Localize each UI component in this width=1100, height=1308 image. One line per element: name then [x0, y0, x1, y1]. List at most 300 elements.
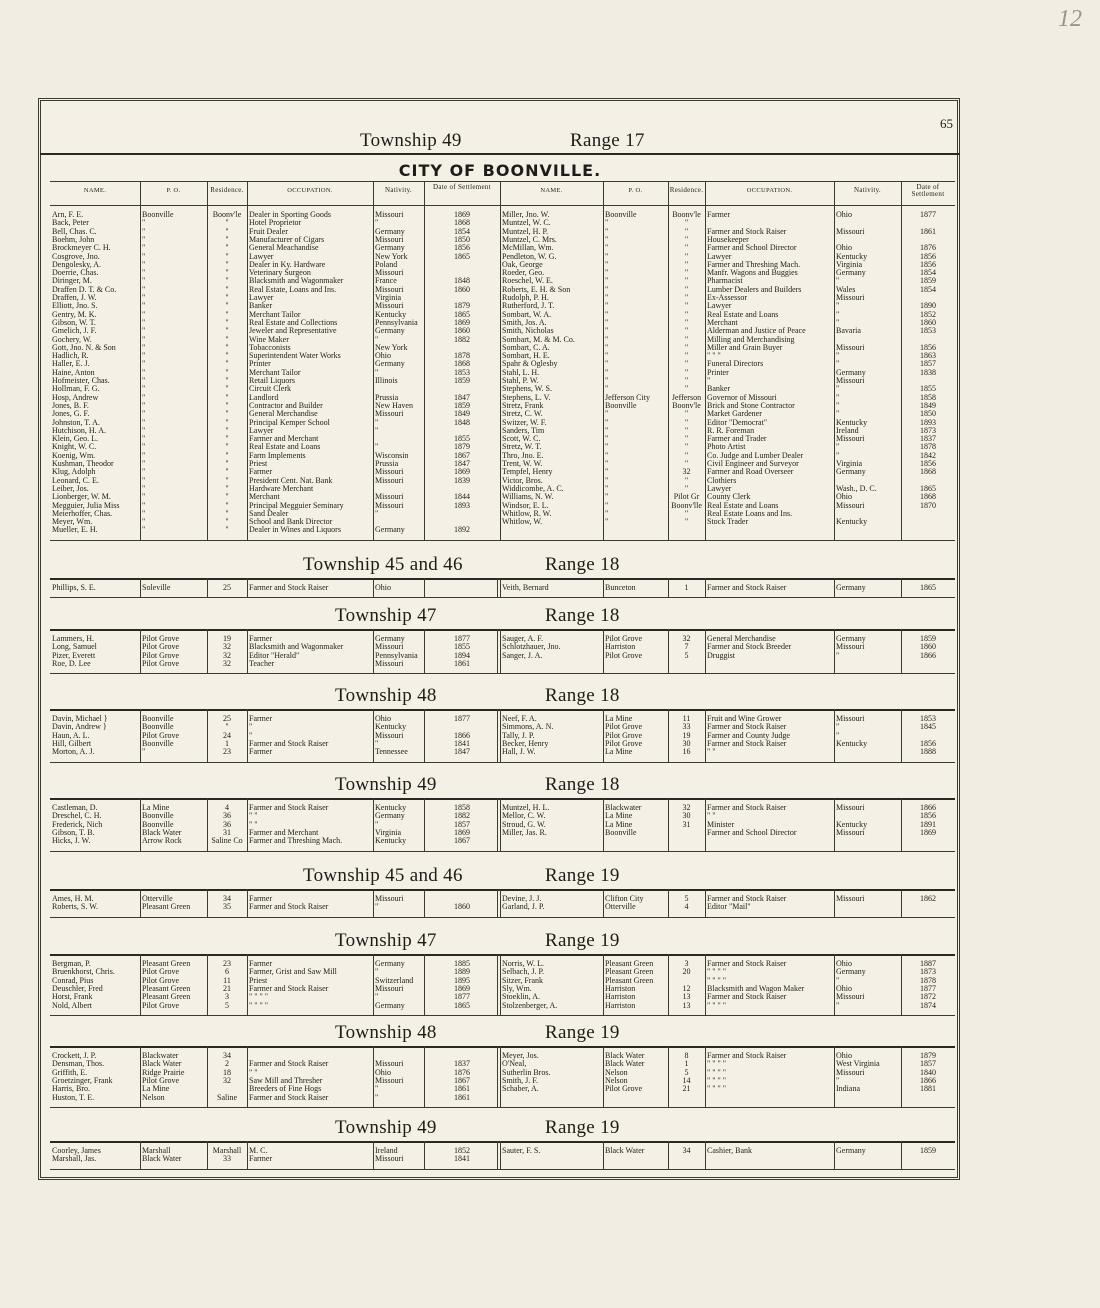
table-cell: " — [225, 343, 229, 352]
table-cell: 1854 — [920, 285, 936, 294]
table-cell: " — [605, 260, 609, 269]
table-cell: " — [684, 244, 689, 253]
table-cell: " — [836, 410, 840, 419]
table-cell: 11 — [682, 715, 691, 723]
table-cell: " — [225, 244, 229, 253]
table-cell: Pleasant Green — [605, 968, 654, 977]
table-cell: " — [684, 443, 689, 452]
table-cell: Whitlow, W. — [502, 518, 543, 527]
table-cell: Prussia — [375, 460, 399, 468]
table-cell: Missouri — [375, 501, 404, 510]
table-cell: 1893 — [920, 418, 936, 427]
table-cell: " — [225, 468, 229, 477]
table-cell: " " " " — [707, 1060, 727, 1069]
table-cell: " — [142, 385, 146, 394]
table-cell: Johnston, T. A. — [52, 418, 100, 427]
table-cell: Kentucky — [375, 837, 407, 846]
table-cell: Lawyer — [707, 484, 732, 493]
table-cell: Merchant Tailor — [249, 368, 301, 377]
table-cell: Virginia — [836, 260, 863, 269]
table-cell: Back, Peter — [52, 219, 89, 228]
table-cell: Marshall — [142, 1147, 171, 1155]
section-bottom-rule — [50, 762, 955, 763]
table-cell: West Virginia — [836, 1060, 880, 1069]
column-divider — [207, 889, 208, 917]
table-cell: New York — [375, 343, 408, 352]
table-cell: 1868 — [454, 360, 470, 369]
table-cell: Missouri — [375, 493, 404, 502]
table-cell: Pleasant Green — [605, 976, 654, 985]
table-cell: Roberts, E. H. & Son — [502, 285, 571, 294]
table-cell: Clifton City — [605, 895, 644, 903]
table-cell: Deuschler, Fred — [52, 984, 103, 993]
table-cell: " — [605, 476, 609, 485]
table-cell: " — [142, 377, 146, 385]
table-cell: Farmer and Stock Raiser — [707, 723, 787, 732]
table-cell: Pleasant Green — [605, 960, 654, 968]
table-cell: Missouri — [836, 343, 865, 352]
table-cell: " — [605, 518, 609, 527]
table-cell: " — [225, 401, 229, 410]
table-cell: 4 — [225, 804, 229, 812]
table-cell: Missouri — [836, 643, 865, 652]
table-cell: Williams, N. W. — [502, 493, 554, 502]
table-cell: 1848 — [454, 277, 470, 286]
table-cell: Muntzel, H. L. — [502, 804, 550, 812]
table-cell: Black Water — [142, 1060, 182, 1069]
section-bottom-rule — [50, 851, 955, 852]
column-divider — [207, 1046, 208, 1107]
table-cell: " — [142, 368, 146, 377]
table-cell: Hosp, Andrew — [52, 393, 99, 402]
table-cell: 1885 — [454, 960, 470, 968]
table-cell: 1 — [684, 584, 689, 592]
table-cell: 34 — [682, 1147, 691, 1155]
table-cell: 1856 — [920, 252, 936, 261]
table-cell: Arrow Rock — [142, 837, 182, 846]
table-cell: La Mine — [142, 1085, 170, 1094]
table-cell: Sutherlin Bros. — [502, 1068, 551, 1077]
table-cell: Clothiers — [707, 476, 737, 485]
table-cell: Jefferson — [671, 393, 702, 402]
table-cell: 36 — [223, 812, 231, 821]
table-cell: Germany — [375, 227, 405, 236]
table-cell: Missouri — [375, 285, 404, 294]
table-cell: Horst, Frank — [52, 993, 93, 1002]
table-cell: 32 — [223, 1076, 231, 1085]
table-cell: Missouri — [836, 227, 865, 236]
table-cell: " — [142, 269, 146, 278]
column-divider — [424, 1046, 425, 1107]
table-cell: Nelson — [142, 1093, 165, 1102]
table-cell: 1873 — [920, 968, 936, 977]
table-cell: Crockett, J. P. — [52, 1052, 97, 1060]
table-cell: 1856 — [920, 739, 936, 748]
table-cell: 1877 — [920, 211, 936, 219]
column-divider — [207, 1141, 208, 1169]
table-cell: " — [605, 235, 609, 244]
table-cell: Missouri — [836, 828, 865, 837]
column-divider — [705, 1141, 706, 1169]
table-cell: Indiana — [836, 1085, 860, 1094]
table-cell: 1847 — [454, 460, 470, 468]
table-cell: " " " " — [707, 1076, 727, 1085]
table-cell: Missouri — [836, 1068, 865, 1077]
table-cell: Kentucky — [836, 252, 868, 261]
column-divider — [603, 1046, 604, 1107]
table-cell: Lawyer — [249, 252, 274, 261]
table-cell: 1878 — [920, 976, 936, 985]
table-cell: " — [142, 418, 146, 427]
table-cell: 1895 — [454, 976, 470, 985]
table-cell: Banker — [707, 385, 731, 394]
table-cell: Boonville — [142, 739, 174, 748]
table-cell: " — [605, 310, 609, 319]
table-cell: Real Estate and Loans — [707, 310, 779, 319]
table-cell: " — [225, 393, 229, 402]
table-cell: 34 — [223, 895, 231, 903]
column-divider — [140, 181, 141, 540]
column-divider — [140, 1046, 141, 1107]
section-top-rule — [50, 629, 955, 631]
table-cell: Gochery, W. — [52, 335, 92, 344]
table-cell: Farmer and Stock Raiser — [707, 584, 787, 592]
column-divider — [834, 181, 835, 540]
column-divider — [705, 954, 706, 1015]
table-cell: Ireland — [836, 426, 859, 435]
table-cell: 7 — [684, 643, 689, 652]
table-cell: Ames, H. M. — [52, 895, 94, 903]
table-cell: Farmer and Stock Raiser — [707, 993, 787, 1002]
table-cell: Griffith, E. — [52, 1068, 88, 1077]
table-cell: Gmelich, J. F. — [52, 327, 97, 336]
table-cell: Missouri — [836, 993, 865, 1002]
section-range: Range 19 — [545, 865, 620, 886]
column-header: Date of Settlement — [433, 183, 491, 191]
table-cell: " — [684, 294, 689, 302]
table-cell: Veith, Bernard — [502, 584, 549, 592]
table-cell: Hardware Merchant — [249, 484, 314, 493]
table-cell: " — [605, 418, 609, 427]
center-divider — [500, 578, 501, 597]
table-cell: Missouri — [836, 501, 865, 510]
table-cell: 1860 — [920, 318, 936, 327]
table-cell: " — [142, 468, 146, 477]
table-cell: Hotel Proprietor — [249, 219, 302, 228]
table-cell: Pilot Grove — [142, 731, 180, 740]
table-cell: M. C. — [249, 1147, 268, 1155]
column-divider — [247, 629, 248, 673]
table-cell: " — [375, 1093, 379, 1102]
table-cell: Sauter, F. S. — [502, 1147, 541, 1155]
table-cell: " — [684, 285, 689, 294]
table-cell: Pilot Grove — [605, 635, 643, 643]
table-cell: " " " " — [707, 1085, 727, 1094]
column-divider — [603, 798, 604, 851]
table-cell: 21 — [682, 1085, 691, 1094]
column-divider — [705, 798, 706, 851]
table-cell: Boonv'le — [212, 211, 242, 219]
table-cell: New York — [375, 252, 408, 261]
table-cell: " — [142, 410, 146, 419]
column-divider — [668, 181, 669, 540]
table-cell: " — [684, 343, 689, 352]
column-divider — [603, 889, 604, 917]
center-divider — [500, 954, 501, 1015]
column-divider — [140, 954, 141, 1015]
column-divider — [901, 798, 902, 851]
table-cell: Muntzel, C. Mrs. — [502, 235, 557, 244]
table-cell: " — [605, 443, 609, 452]
table-cell: Lawyer — [707, 302, 732, 311]
table-cell: " — [225, 509, 229, 518]
table-cell: Koenig, Wm. — [52, 451, 96, 460]
table-cell: Pennsylvania — [375, 651, 418, 660]
table-cell: 1860 — [454, 327, 470, 336]
table-cell: Lionberger, W. M. — [52, 493, 111, 502]
table-cell: " — [142, 476, 146, 485]
table-cell: Germany — [836, 584, 866, 592]
table-cell: Long, Samuel — [52, 643, 97, 652]
table-cell: Brick and Stone Contractor — [707, 401, 795, 410]
table-cell: " — [142, 302, 146, 311]
table-cell: Farmer and Stock Raiser — [707, 739, 787, 748]
table-cell: 1865 — [454, 310, 470, 319]
table-cell: Farmer and Stock Raiser — [707, 227, 787, 236]
table-cell: " — [142, 244, 146, 253]
table-cell: " — [225, 723, 229, 732]
table-cell: Ohio — [375, 352, 391, 361]
table-cell: Missouri — [836, 895, 865, 903]
table-cell: 1859 — [454, 377, 470, 385]
section-township: Township 47 — [335, 930, 437, 951]
table-cell: Tennessee — [375, 748, 408, 757]
table-cell: 1850 — [920, 410, 936, 419]
table-cell: Blacksmith and Wagonmaker — [249, 643, 344, 652]
table-cell: 1859 — [920, 277, 936, 286]
section-range: Range 18 — [545, 685, 620, 706]
table-cell: 1874 — [920, 1001, 936, 1010]
table-cell: " — [605, 302, 609, 311]
table-cell: " — [605, 377, 609, 385]
table-cell: 1869 — [454, 468, 470, 477]
table-cell: Rutherford, J. T. — [502, 302, 555, 311]
table-cell: " — [142, 451, 146, 460]
table-cell: " — [605, 501, 609, 510]
table-cell: Pharmacist — [707, 277, 743, 286]
table-cell: 1865 — [920, 584, 936, 592]
table-cell: Meyer, Wm. — [52, 518, 93, 527]
column-divider — [603, 578, 604, 597]
section-bottom-rule — [50, 1107, 955, 1108]
table-cell: 1867 — [454, 1076, 470, 1085]
table-cell: Victor, Bros. — [502, 476, 543, 485]
table-cell: Merchant — [707, 318, 738, 327]
column-divider — [901, 889, 902, 917]
table-cell: 1849 — [920, 401, 936, 410]
table-cell: Missouri — [836, 715, 865, 723]
table-cell: 1882 — [454, 335, 470, 344]
table-cell: " — [142, 393, 146, 402]
table-cell: " — [225, 443, 229, 452]
table-cell: 14 — [682, 1076, 691, 1085]
table-cell: Trent, W. W. — [502, 460, 543, 468]
table-cell: Pilot Grove — [142, 651, 180, 660]
table-cell: Soleville — [142, 584, 171, 592]
section-township: Township 45 and 46 — [303, 865, 463, 886]
table-cell: Ohio — [836, 960, 852, 968]
table-cell: Pilot Gr — [673, 493, 700, 502]
column-divider — [373, 578, 374, 597]
table-cell: Pilot Grove — [142, 1076, 180, 1085]
table-cell: Thro, Jno. E. — [502, 451, 544, 460]
table-cell: " — [375, 820, 379, 829]
table-cell: Arn, F. E. — [52, 211, 84, 219]
table-cell: " — [684, 410, 689, 419]
table-cell: 12 — [682, 984, 691, 993]
table-cell: " — [684, 509, 689, 518]
table-cell: Wine Maker — [249, 335, 289, 344]
table-cell: " — [225, 302, 229, 311]
table-cell: 1872 — [920, 993, 936, 1002]
table-cell: Fruit Dealer — [249, 227, 288, 236]
table-cell: Missouri — [375, 269, 404, 278]
table-cell: 1888 — [920, 748, 936, 757]
table-cell: 1865 — [454, 252, 470, 261]
table-cell: Farmer and Merchant — [249, 435, 319, 444]
table-cell: " " " — [707, 352, 721, 361]
table-cell: " — [605, 294, 609, 302]
table-cell: Pilot Grove — [142, 976, 180, 985]
table-cell: Virginia — [836, 460, 863, 468]
table-cell: Huston, T. E. — [52, 1093, 95, 1102]
table-cell: " — [375, 219, 379, 228]
header-top-rule — [50, 181, 955, 182]
table-cell: 1 — [225, 739, 229, 748]
table-cell: Missouri — [836, 804, 865, 812]
table-cell: " — [225, 368, 229, 377]
column-divider — [705, 629, 706, 673]
table-cell: Smith, Jos. A. — [502, 318, 547, 327]
table-cell: Harriston — [605, 984, 636, 993]
table-cell: Boonville — [605, 828, 637, 837]
table-cell: Sanger, J. A. — [502, 651, 543, 660]
center-divider — [500, 1046, 501, 1107]
table-cell: Stretz, C. W. — [502, 410, 543, 419]
table-cell: " — [225, 310, 229, 319]
column-divider — [603, 629, 604, 673]
table-cell: " — [142, 484, 146, 493]
table-cell: " " — [707, 748, 716, 757]
table-cell: 5 — [684, 1068, 689, 1077]
table-cell: Pilot Grove — [142, 1001, 180, 1010]
table-cell: Farmer and Stock Raiser — [249, 804, 329, 812]
table-cell: 5 — [684, 895, 689, 903]
table-cell: 1866 — [920, 651, 936, 660]
table-cell: 32 — [682, 635, 691, 643]
table-cell: 1861 — [454, 659, 470, 668]
table-cell: Illinois — [375, 377, 398, 385]
table-cell: La Mine — [605, 748, 633, 757]
table-cell: Wash., D. C. — [836, 484, 877, 493]
table-cell: Conrad, Pius — [52, 976, 94, 985]
table-cell: " — [605, 327, 609, 336]
table-cell: Elliott, Jno. S. — [52, 302, 98, 311]
table-cell: Meierhoffer, Chas. — [52, 509, 113, 518]
table-cell: 1847 — [454, 748, 470, 757]
table-cell: Hadlich, R. — [52, 352, 89, 361]
section-township: Township 48 — [335, 1022, 437, 1043]
table-cell: " — [836, 401, 840, 410]
table-cell: Saline — [217, 1093, 237, 1102]
table-cell: Sand Dealer — [249, 509, 289, 518]
table-cell: Black Water — [142, 1155, 182, 1164]
column-divider — [140, 798, 141, 851]
table-cell: Smith, Nicholas — [502, 327, 554, 336]
table-cell: 13 — [682, 993, 691, 1002]
column-divider — [373, 629, 374, 673]
table-cell: Kentucky — [375, 310, 407, 319]
table-cell: Ireland — [375, 1147, 398, 1155]
table-cell: " " " " — [707, 976, 727, 985]
table-cell: 31 — [223, 828, 231, 837]
table-cell: Market Gardener — [707, 410, 762, 419]
table-cell: Hofmeister, Chas. — [52, 377, 110, 385]
table-cell: Bavaria — [836, 327, 861, 336]
table-cell: 1854 — [920, 269, 936, 278]
table-cell: " — [605, 277, 609, 286]
table-cell: Photo Artist — [707, 443, 746, 452]
table-cell: 1893 — [454, 501, 470, 510]
center-divider — [500, 709, 501, 762]
table-cell: Sitzer, Frank — [502, 976, 544, 985]
table-cell: Real Estate and Collections — [249, 318, 338, 327]
table-cell: Printer — [707, 368, 729, 377]
table-cell: Boonville — [142, 820, 174, 829]
table-cell: Meyer, Jos. — [502, 1052, 539, 1060]
table-cell: " — [142, 526, 146, 535]
table-cell: " — [605, 509, 609, 518]
table-cell: 3 — [684, 960, 689, 968]
table-cell: " — [684, 385, 689, 394]
column-divider — [603, 709, 604, 762]
section-bottom-rule — [50, 540, 955, 541]
column-divider — [901, 954, 902, 1015]
table-cell: Tobacconists — [249, 343, 291, 352]
column-divider — [705, 181, 706, 540]
column-divider — [424, 578, 425, 597]
table-cell: Pilot Grove — [142, 643, 180, 652]
table-cell: 32 — [223, 651, 231, 660]
table-cell: Minister — [707, 820, 735, 829]
table-cell: 8 — [684, 1052, 689, 1060]
table-cell: Black Water — [605, 1052, 645, 1060]
table-cell: Draffen D. T. & Co. — [52, 285, 117, 294]
table-cell: " — [225, 426, 229, 435]
table-cell: " — [142, 426, 146, 435]
table-cell: 5 — [225, 1001, 229, 1010]
table-cell: Farmer and Trader — [707, 435, 767, 444]
column-divider — [140, 1141, 141, 1169]
table-cell: Muntzel, W. C. — [502, 219, 551, 228]
column-divider — [424, 889, 425, 917]
table-cell: Marshall, Jas. — [52, 1155, 97, 1164]
table-cell: " — [375, 968, 379, 977]
column-divider — [247, 954, 248, 1015]
table-cell: " " " " — [707, 968, 727, 977]
column-divider — [373, 954, 374, 1015]
table-cell: " " — [249, 812, 258, 821]
